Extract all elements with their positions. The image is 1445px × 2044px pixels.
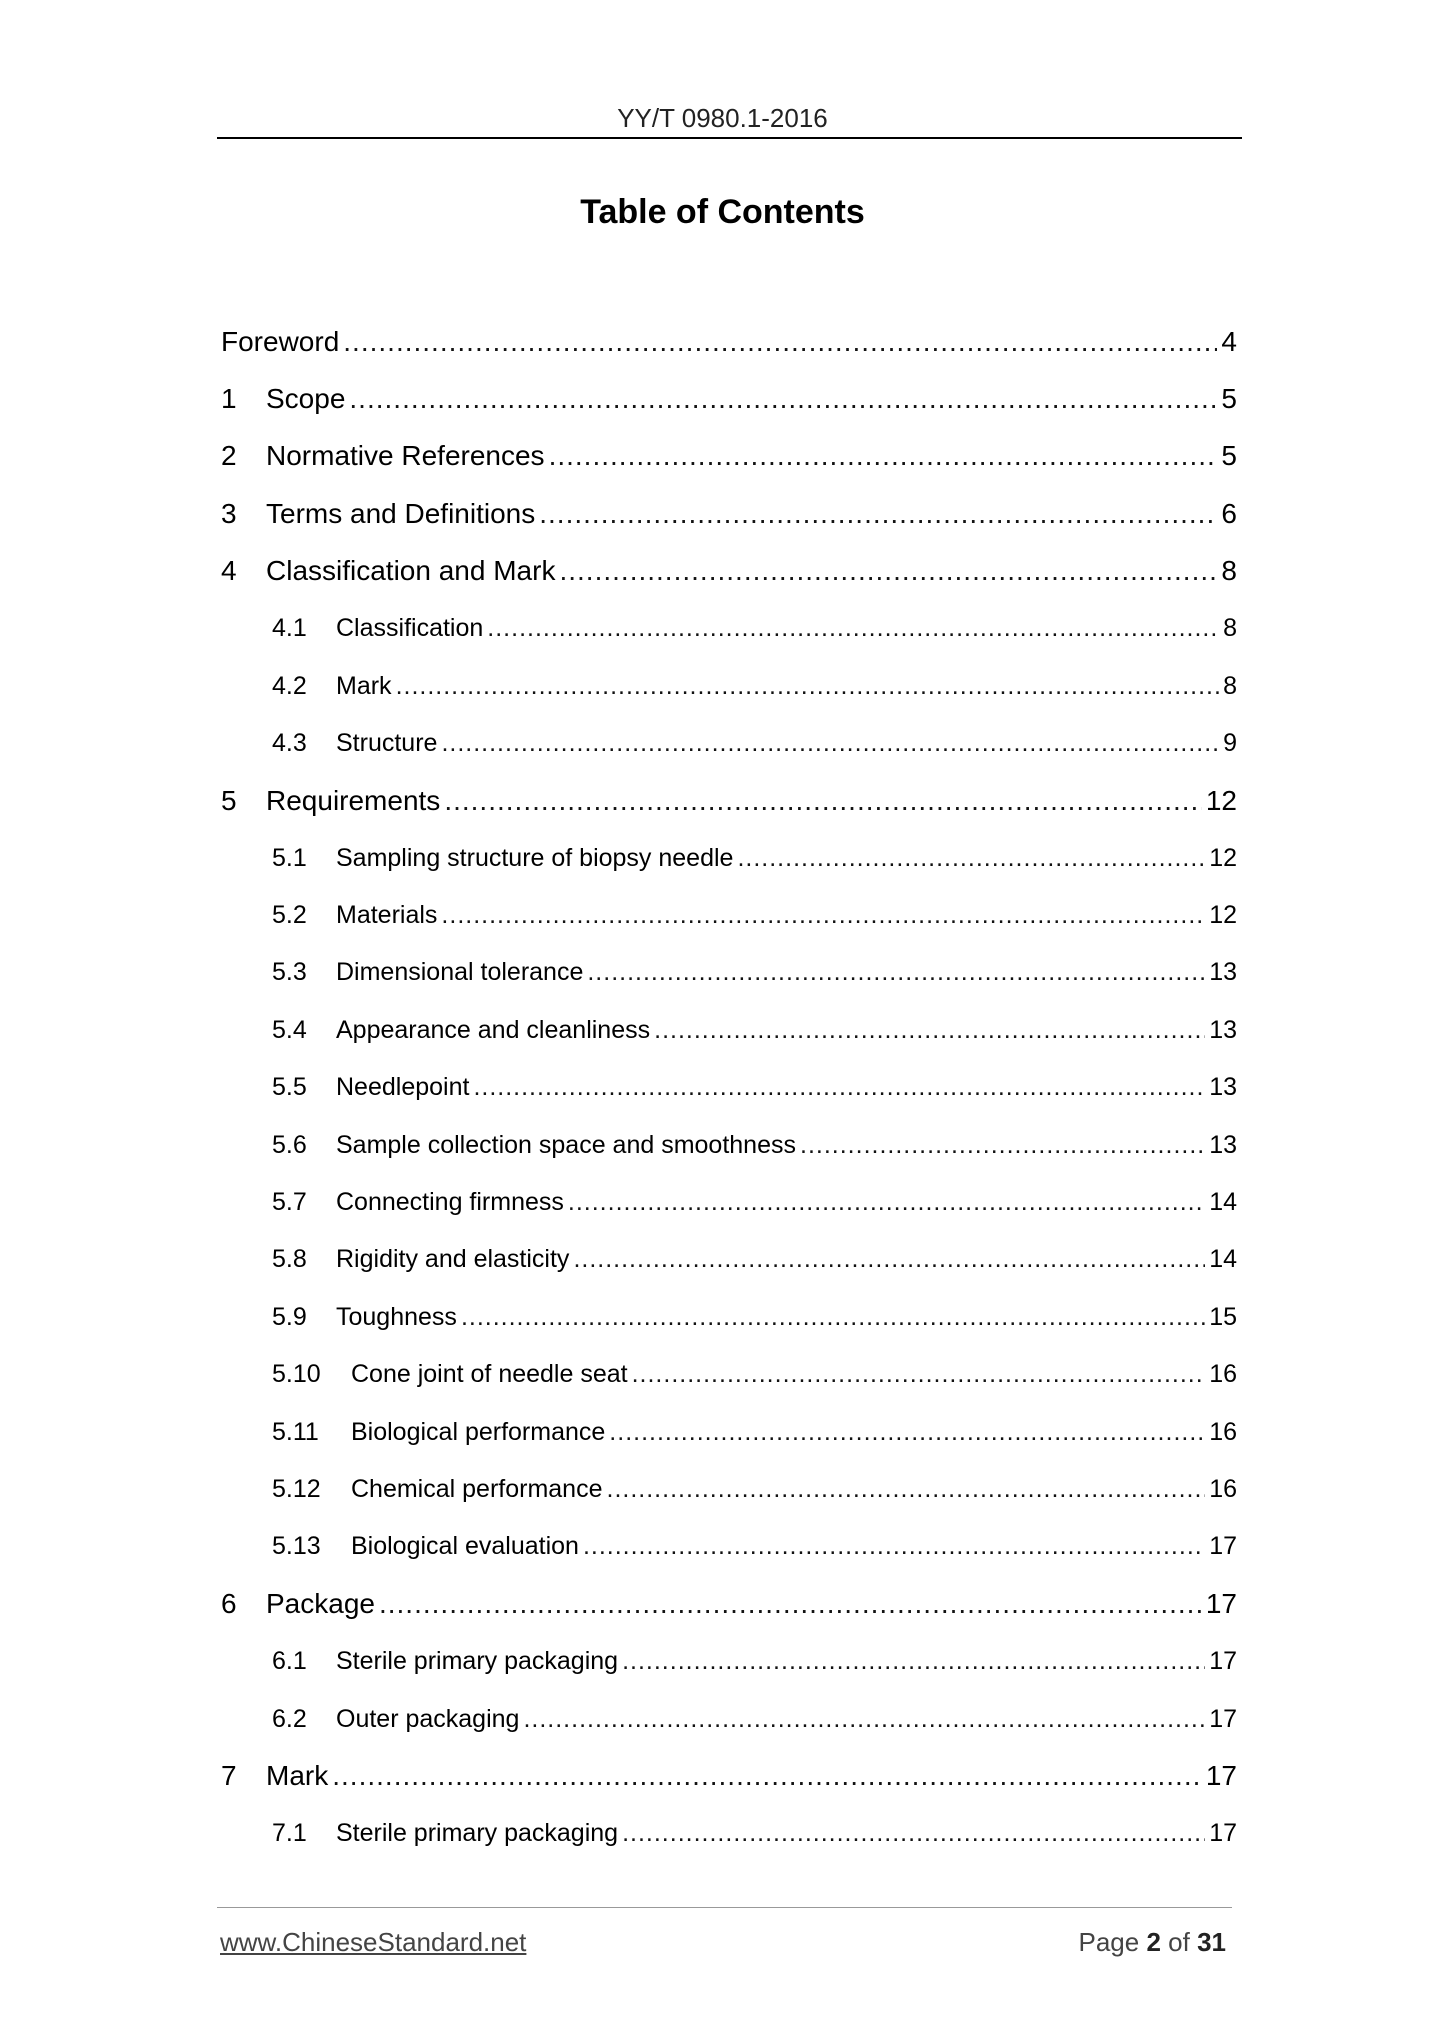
- toc-entry-number: 5.11: [272, 1417, 319, 1446]
- toc-dot-leader: [549, 440, 1218, 472]
- toc-subsection-entry[interactable]: [0, 830, 1237, 887]
- toc-entry-label: Biological performance: [351, 1417, 606, 1446]
- toc-entry-label: Appearance and cleanliness: [336, 1015, 651, 1044]
- toc-entry-page: 13: [1209, 958, 1237, 987]
- toc-entry-page: 14: [1209, 1188, 1237, 1217]
- toc-entry-page: 13: [1209, 1073, 1237, 1102]
- toc-entry-page: 8: [1223, 671, 1237, 700]
- toc-entry-label: Terms and Definitions: [266, 497, 536, 529]
- toc-entry-page: 14: [1209, 1245, 1237, 1274]
- toc-entry-number: 5.8: [272, 1245, 307, 1274]
- toc-entry-page: 8: [1223, 614, 1237, 643]
- toc-entry-page: 17: [1205, 1588, 1237, 1620]
- toc-entry-number: 6: [221, 1588, 237, 1620]
- toc-entry-label: Connecting firmness: [336, 1188, 564, 1217]
- toc-subsection-entry[interactable]: [0, 944, 1237, 1001]
- toc-section-entry[interactable]: [0, 485, 1237, 542]
- header-rule: [217, 137, 1242, 139]
- toc-entry-label: Chemical performance: [351, 1475, 603, 1503]
- toc-entry-number: 4.1: [272, 614, 307, 643]
- toc-entry-number: 3: [221, 497, 237, 529]
- toc-entry-label: Sterile primary packaging: [336, 1819, 619, 1848]
- toc-dot-leader: [800, 1131, 1205, 1160]
- toc-section-entry[interactable]: [0, 370, 1237, 427]
- toc-subsection-entry[interactable]: [0, 1289, 1237, 1346]
- toc-entry-page: 17: [1209, 1704, 1237, 1733]
- toc-entry-page: 13: [1209, 1015, 1237, 1044]
- toc-subsection-entry[interactable]: [0, 1174, 1237, 1231]
- page-current: 2: [1146, 1927, 1161, 1957]
- toc-entry-label: Classification and Mark: [266, 555, 556, 587]
- page-total: 31: [1197, 1927, 1226, 1957]
- toc-dot-leader: [473, 1073, 1205, 1102]
- toc-dot-leader: [523, 1705, 1205, 1734]
- toc-entry-number: 6.2: [272, 1704, 307, 1733]
- toc-entry-label: Mark: [336, 671, 392, 700]
- toc-entry-page: 17: [1205, 1760, 1237, 1792]
- toc-dot-leader: [444, 785, 1202, 817]
- toc-dot-leader: [622, 1819, 1205, 1848]
- toc-subsection-entry[interactable]: [0, 600, 1237, 657]
- toc-entry-number: 4.2: [272, 671, 307, 700]
- toc-dot-leader: [487, 614, 1219, 643]
- toc-dot-leader: [461, 1303, 1205, 1332]
- website-link[interactable]: www.ChineseStandard.net: [220, 1927, 527, 1957]
- toc-entry-number: 5.12: [272, 1475, 321, 1503]
- toc-entry-page: 6: [1221, 497, 1237, 529]
- toc-entry-page: 17: [1209, 1819, 1237, 1848]
- toc-entry-label: Requirements: [266, 784, 441, 816]
- toc-entry-page: 4: [1221, 325, 1237, 357]
- toc-entry-page: 16: [1209, 1475, 1237, 1503]
- toc-entry-page: 16: [1209, 1360, 1237, 1389]
- toc-entry-page: 5: [1221, 440, 1237, 472]
- toc-subsection-entry[interactable]: [0, 1805, 1237, 1862]
- toc-dot-leader: [583, 1532, 1205, 1561]
- toc-entry-page: 5: [1221, 383, 1237, 415]
- toc-dot-leader: [737, 844, 1205, 873]
- toc-dot-leader: [441, 901, 1205, 930]
- toc-entry-page: 13: [1209, 1130, 1237, 1159]
- toc-section-entry[interactable]: [0, 428, 1237, 485]
- toc-entry-label: Classification: [336, 614, 484, 643]
- toc-entry-label: Dimensional tolerance: [336, 958, 584, 987]
- footer-rule: [217, 1907, 1232, 1908]
- page-title: Table of Contents: [580, 193, 865, 231]
- toc-entry-label: Package: [266, 1588, 375, 1620]
- toc-dot-leader: [609, 1418, 1205, 1447]
- table-of-contents: [0, 313, 1445, 1863]
- toc-entry-page: 12: [1205, 784, 1237, 816]
- toc-entry-page: 15: [1209, 1302, 1237, 1331]
- toc-subsection-entry[interactable]: [0, 1461, 1237, 1518]
- toc-entry-page: 16: [1209, 1417, 1237, 1446]
- toc-entry-number: 5: [221, 784, 237, 816]
- toc-subsection-entry[interactable]: [0, 887, 1237, 944]
- toc-section-entry[interactable]: [0, 1748, 1237, 1805]
- toc-dot-leader: [622, 1647, 1205, 1676]
- toc-entry-page: 17: [1209, 1532, 1237, 1561]
- toc-entry-label: Sample collection space and smoothness: [336, 1130, 796, 1159]
- document-code: YY/T 0980.1-2016: [617, 103, 828, 133]
- toc-dot-leader: [632, 1360, 1206, 1389]
- toc-entry-number: 5.3: [272, 958, 307, 987]
- toc-entry-number: 4.3: [272, 728, 307, 757]
- toc-entry-number: 6.1: [272, 1647, 307, 1676]
- toc-entry-label: Biological evaluation: [351, 1532, 579, 1561]
- toc-entry-label: Rigidity and elasticity: [336, 1245, 570, 1274]
- toc-entry-page: 8: [1221, 555, 1237, 587]
- toc-dot-leader: [343, 326, 1217, 358]
- toc-entry-number: 5.4: [272, 1015, 307, 1044]
- toc-entry-number: 4: [221, 555, 237, 587]
- toc-entry-label: Scope: [266, 383, 346, 415]
- toc-subsection-entry[interactable]: [0, 1518, 1237, 1575]
- toc-entry-number: 5.9: [272, 1302, 307, 1331]
- toc-entry-number: 7: [221, 1760, 237, 1792]
- toc-dot-leader: [654, 1016, 1205, 1045]
- toc-dot-leader: [332, 1760, 1202, 1792]
- toc-entry-page: 12: [1209, 843, 1237, 872]
- toc-entry-label: Structure: [336, 728, 438, 757]
- toc-entry-number: 5.2: [272, 901, 307, 930]
- toc-subsection-entry[interactable]: [0, 657, 1237, 714]
- toc-section-entry[interactable]: [0, 772, 1237, 829]
- toc-dot-leader: [396, 672, 1220, 701]
- toc-dot-leader: [559, 555, 1217, 587]
- toc-subsection-entry[interactable]: [0, 715, 1237, 772]
- toc-entry-label: Toughness: [336, 1302, 457, 1331]
- toc-dot-leader: [379, 1588, 1202, 1620]
- toc-entry-number: 5.13: [272, 1532, 321, 1561]
- page-number: [1078, 1927, 1226, 1958]
- toc-dot-leader: [607, 1475, 1206, 1504]
- toc-entry-number: 5.7: [272, 1188, 307, 1217]
- toc-entry-number: 5.6: [272, 1130, 307, 1159]
- toc-section-entry[interactable]: [0, 1576, 1237, 1633]
- toc-entry-number: 5.10: [272, 1360, 321, 1389]
- toc-subsection-entry[interactable]: [0, 1690, 1237, 1747]
- toc-entry-page: 17: [1209, 1647, 1237, 1676]
- toc-dot-leader: [539, 498, 1217, 530]
- toc-dot-leader: [441, 729, 1219, 758]
- toc-subsection-entry[interactable]: [0, 1633, 1237, 1690]
- toc-subsection-entry[interactable]: [0, 1231, 1237, 1288]
- toc-entry-label: Sampling structure of biopsy needle: [336, 843, 734, 872]
- toc-entry-number: 2: [221, 440, 237, 472]
- toc-entry-label: Needlepoint: [336, 1073, 470, 1102]
- toc-section-entry[interactable]: [0, 313, 1237, 370]
- toc-entry-page: 9: [1223, 728, 1237, 757]
- toc-dot-leader: [568, 1188, 1205, 1217]
- toc-entry-number: 5.1: [272, 843, 307, 872]
- toc-entry-page: 12: [1209, 901, 1237, 930]
- toc-entry-label: Normative References: [266, 440, 545, 472]
- toc-section-entry[interactable]: [0, 543, 1237, 600]
- toc-entry-label: Cone joint of needle seat: [351, 1360, 628, 1389]
- toc-entry-number: 7.1: [272, 1819, 307, 1848]
- toc-subsection-entry[interactable]: [0, 1002, 1237, 1059]
- page-of: of: [1168, 1927, 1190, 1957]
- toc-entry-number: 5.5: [272, 1073, 307, 1102]
- toc-dot-leader: [349, 383, 1217, 415]
- toc-entry-label: Outer packaging: [336, 1704, 520, 1733]
- toc-dot-leader: [587, 958, 1205, 987]
- page-prefix: Page: [1078, 1927, 1140, 1957]
- toc-subsection-entry[interactable]: [0, 1346, 1237, 1403]
- toc-subsection-entry[interactable]: [0, 1403, 1237, 1460]
- toc-subsection-entry[interactable]: [0, 1116, 1237, 1173]
- toc-entry-label: Mark: [266, 1760, 329, 1792]
- toc-entry-label: Sterile primary packaging: [336, 1647, 619, 1676]
- toc-subsection-entry[interactable]: [0, 1059, 1237, 1116]
- toc-dot-leader: [573, 1245, 1205, 1274]
- toc-entry-label: Materials: [336, 901, 438, 930]
- toc-entry-number: 1: [221, 383, 237, 415]
- toc-entry-label: Foreword: [221, 325, 340, 357]
